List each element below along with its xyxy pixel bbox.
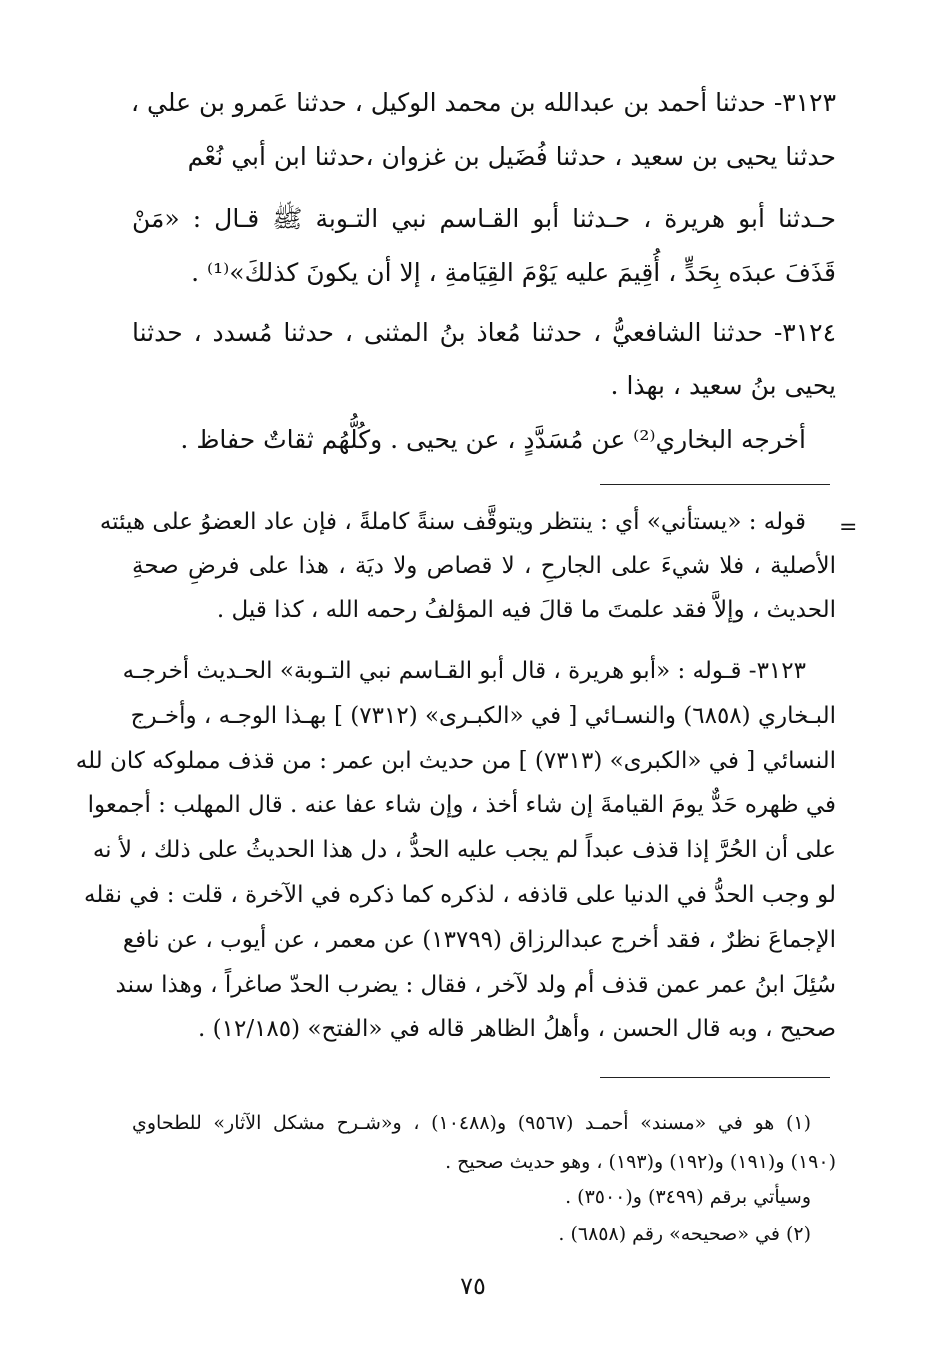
hadith-line: ٣١٢٣- حدثنا أحمد بن عبدالله بن محمد الوكيل ، حدثنا عَمرو بن علي ، bbox=[130, 88, 836, 117]
commentary-line: البـخاري (٦٨٥٨) والنسـائي [ في «الكبـرى» (٧٣١٢) ] بهـذا الوجـه ، وأخـرج bbox=[130, 703, 836, 729]
commentary-line: صحيح ، وبه قال الحسن ، وأهلُ الظاهر قاله في «الفتح» (١٢/١٨٥) . bbox=[198, 1016, 836, 1042]
continuation-mark: = bbox=[839, 515, 858, 540]
commentary-line: النسائي [ في «الكبرى» (٧٣١٣) ] من حديث ابن عمر : من قذف مملوكه كان لله bbox=[75, 748, 836, 774]
commentary-line: الحديث ، وإلاَّ فقد علمتَ ما قالَ فيه المؤلفُ رحمه الله ، كذا قيل . bbox=[216, 597, 836, 623]
footnote-line: (١) هو في «مسند» أحمـد (٩٥٦٧) و(١٠٤٨٨) ، و«شـرح مشكل الآثار» للطحاوي bbox=[132, 1112, 811, 1134]
commentary-line: سُئِلَ ابنُ عمر عمن قذف أم ولد لآخر ، فقال : يضرب الحدّ صاغراً ، وهذا سند bbox=[115, 972, 836, 998]
page-number: ٧٥ bbox=[460, 1272, 486, 1300]
commentary-line: قوله : «يستأني» أي : ينتظر ويتوقَّف سنةً كاملةً ، فإن عاد العضوُ على هيئته bbox=[99, 509, 806, 535]
footnote-line: وسيأتي برقم (٣٤٩٩) و(٣٥٠٠) . bbox=[565, 1186, 811, 1208]
commentary-line: في ظهره حَدٌّ يومَ القيامةَ إن شاء أخذ ، وإن شاء عفا عنه . قال المهلب : أجمعوا bbox=[87, 792, 836, 818]
commentary-line: لو وجب الحدُّ في الدنيا على قاذفه ، لذكره كما ذكره في الآخرة ، قلت : في نقله bbox=[84, 882, 836, 908]
hadith-line: أخرجه البخاري⁽²⁾ عن مُسَدَّدٍ ، عن يحيى . وكُلُّهُم ثقاتٌ حفاظ . bbox=[180, 425, 806, 454]
commentary-line: الإجماعَ نظرٌ ، فقد أخرج عبدالرزاق (١٣٧٩٩) عن معمر ، عن أيوب ، عن نافع bbox=[122, 927, 836, 953]
separator-rule bbox=[600, 484, 830, 485]
commentary-line: ٣١٢٣- قـوله : «أبو هريرة ، قال أبو القـاسم نبي التـوبة» الحـديث أخرجـه bbox=[122, 658, 806, 684]
hadith-line: قَذَفَ عبدَه بِحَدٍّ ، أُقِيمَ عليه يَوْمَ القِيَامةِ ، إلا أن يكونَ كذلكَ»⁽¹⁾ . bbox=[191, 258, 836, 287]
hadith-line: حدثنا يحيى بن سعيد ، حدثنا فُضَيل بن غزوان ،حدثنا ابن أبي نُعْم bbox=[187, 142, 836, 171]
hadith-line: حـدثنا أبو هريرة ، حـدثنا أبو القـاسم نبي التـوبة ﷺ قـال : «مَنْ bbox=[132, 204, 836, 233]
footnote-line: (٢) في «صحيحه» رقم (٦٨٥٨) . bbox=[558, 1223, 811, 1245]
footnote-line: (١٩٠) و(١٩١) و(١٩٢) و(١٩٣) ، وهو حديث صحيح . bbox=[445, 1151, 836, 1173]
commentary-line: على أن الحُرَّ إذا قذف عبداً لم يجب عليه الحدُّ ، دل هذا الحديثُ على ذلك ، لأ نه bbox=[92, 837, 836, 863]
footnote-rule bbox=[600, 1077, 830, 1078]
commentary-line: الأصلية ، فلا شيءَ على الجارحِ ، لا قصاص ولا ديَة ، هذا على فرضِ صحةِ bbox=[132, 553, 836, 579]
hadith-line: يحيى بنُ سعيد ، بهذا . bbox=[610, 371, 836, 400]
hadith-line: ٣١٢٤- حدثنا الشافعيُّ ، حدثنا مُعاذ بنُ المثنى ، حدثنا مُسدد ، حدثنا bbox=[132, 318, 836, 347]
